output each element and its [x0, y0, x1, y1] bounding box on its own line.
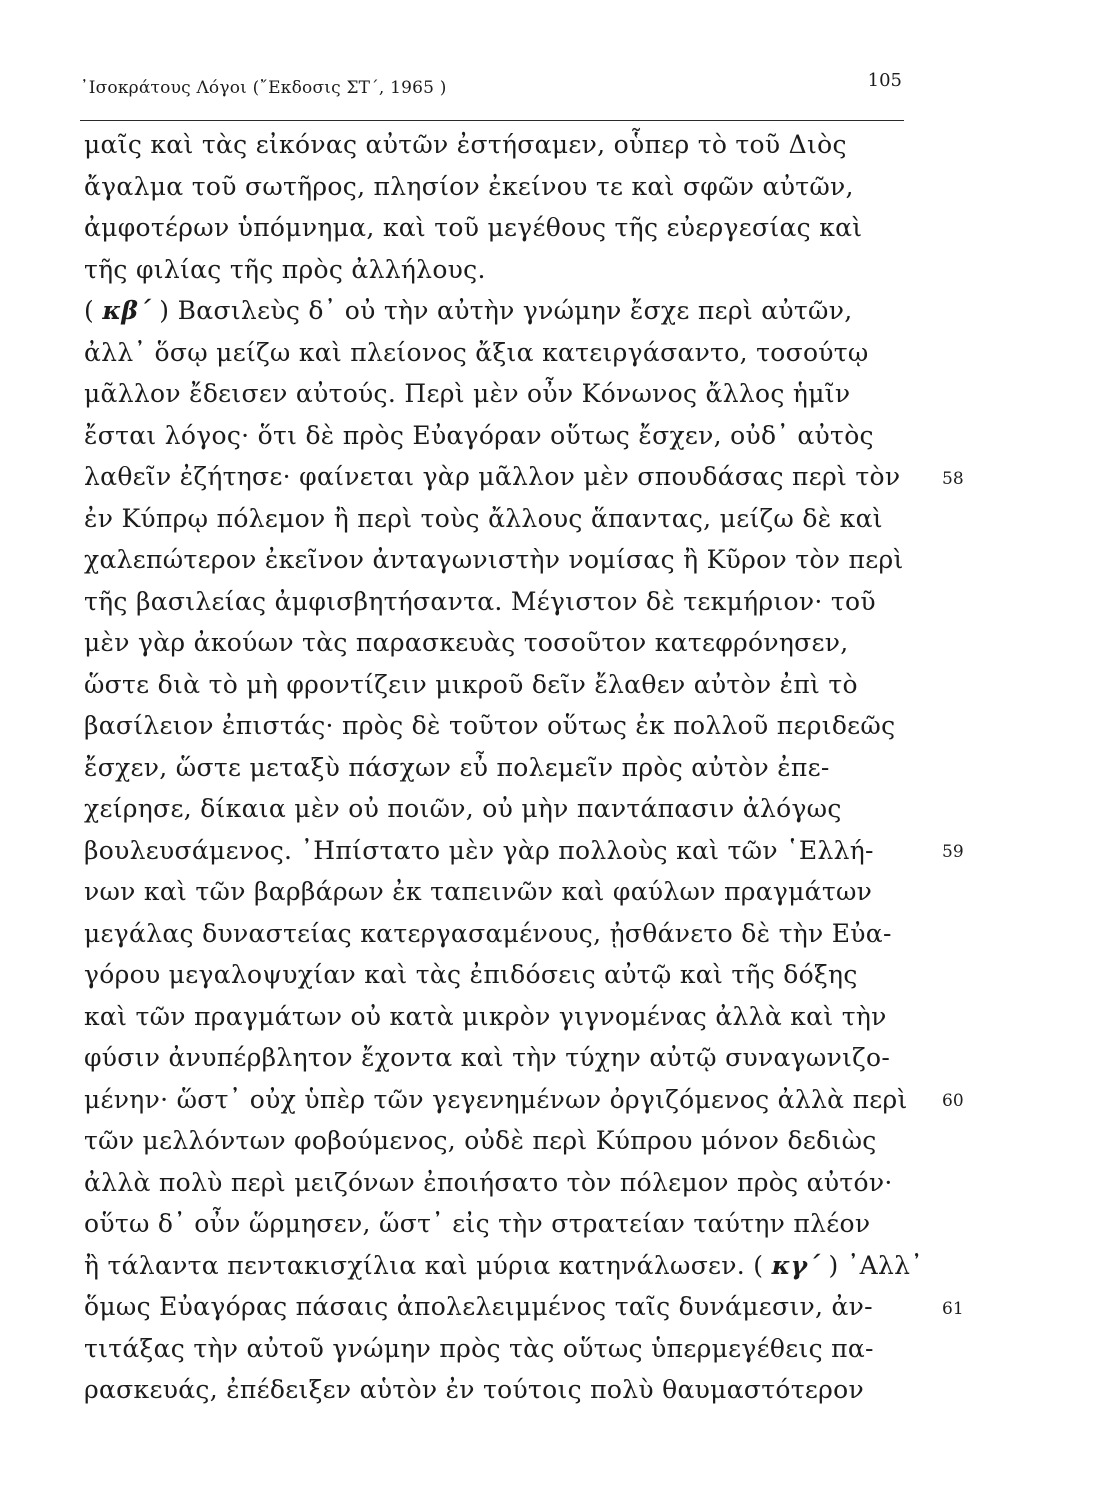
text-line: χείρησε, δίκαια μὲν οὐ ποιῶν, οὐ μὴν παντάπασιν ἀλόγως	[84, 794, 842, 823]
text-line: τιτάξας τὴν αὐτοῦ γνώμην πρὸς τὰς οὕτως ὑπερμεγέθεις πα-	[84, 1333, 874, 1363]
margin-number: 61	[942, 1298, 964, 1319]
text-line: ἔσται λόγος· ὅτι δὲ πρὸς Εὐαγόραν οὕτως ἔσχεν, οὐδ᾿ αὐτὸς	[84, 420, 874, 450]
text-line: λαθεῖν ἐζήτησε· φαίνεται γὰρ μᾶλλον μὲν σπουδάσας περὶ τὸν	[84, 462, 901, 491]
section-marker: κγ΄	[771, 1250, 821, 1280]
text-line: οὕτω δ᾿ οὖν ὥρμησεν, ὥστ᾿ εἰς τὴν στρατείαν ταύτην πλέον	[84, 1209, 871, 1238]
page-number: 105	[867, 70, 902, 91]
margin-number: 58	[942, 468, 964, 489]
body-text	[84, 124, 944, 1411]
text-line: ἐν Κύπρῳ πόλεμον ἢ περὶ τοὺς ἄλλους ἅπαντας, μείζω δὲ καὶ	[84, 503, 883, 533]
text-line: χαλεπώτερον ἐκεῖνον ἀνταγωνιστὴν νομίσας ἢ Κῦρον τὸν περὶ	[84, 545, 904, 574]
running-title: ᾿Ισοκράτους Λόγοι (῎Εκδοσις ΣΤ΄, 1965 )	[80, 78, 447, 98]
section-marker: κβ΄	[102, 296, 152, 325]
text-line: γόρου μεγαλοψυχίαν καὶ τὰς ἐπιδόσεις αὐτῷ καὶ τῆς δόξης	[84, 960, 858, 989]
text-line: ἀλλ᾿ ὅσῳ μείζω καὶ πλείονος ἄξια κατειργάσαντο, τοσούτῳ	[84, 337, 869, 367]
text-line: ἀμφοτέρων ὑπόμνημα, καὶ τοῦ μεγέθους τῆς εὐεργεσίας καὶ	[84, 213, 863, 242]
text-line: βασίλειον ἐπιστάς· πρὸς δὲ τοῦτον οὕτως ἐκ πολλοῦ περιδεῶς	[84, 711, 896, 740]
text-line: ἀλλὰ πολὺ περὶ μειζόνων ἐποιήσατο τὸν πόλεμον πρὸς αὐτόν·	[84, 1167, 893, 1197]
text-line: φύσιν ἀνυπέρβλητον ἔχοντα καὶ τὴν τύχην αὐτῷ συναγωνιζο-	[84, 1043, 891, 1072]
text-line: καὶ τῶν πραγμάτων οὐ κατὰ μικρὸν γιγνομένας ἀλλὰ καὶ τὴν	[84, 1001, 887, 1031]
text-line: ἔσχεν, ὥστε μεταξὺ πάσχων εὖ πολεμεῖν πρὸς αὐτὸν ἐπε-	[84, 752, 830, 782]
text-line: τῆς φιλίας τῆς πρὸς ἀλλήλους.	[84, 254, 486, 284]
text-line: μεγάλας δυναστείας κατεργασαμένους, ᾐσθάνετο δὲ τὴν Εὐα-	[84, 918, 892, 948]
text-line: μᾶλλον ἔδεισεν αὐτούς. Περὶ μὲν οὖν Κόνωνος ἄλλος ἡμῖν	[84, 379, 851, 408]
text-line: ὥστε διὰ τὸ μὴ φροντίζειν μικροῦ δεῖν ἔλαθεν αὐτὸν ἐπὶ τὸ	[84, 669, 858, 699]
text-line: μὲν γὰρ ἀκούων τὰς παρασκευὰς τοσοῦτον κατεφρόνησεν,	[84, 628, 849, 657]
text-line: μαῖς καὶ τὰς εἰκόνας αὐτῶν ἐστήσαμεν, οὗπερ τὸ τοῦ Διὸς	[84, 130, 847, 159]
text-line: τῶν μελλόντων φοβούμενος, οὐδὲ περὶ Κύπρου μόνον δεδιὼς	[84, 1126, 877, 1155]
text-line: ἢ τάλαντα πεντακισχίλια καὶ μύρια κατηνάλωσεν. ( κγ΄ ) ᾿Αλλ᾿	[84, 1250, 924, 1280]
margin-number: 59	[942, 842, 964, 863]
text-line: βουλευσάμενος. ᾿Ηπίστατο μὲν γὰρ πολλοὺς καὶ τῶν ῾Ελλή-	[84, 835, 874, 865]
margin-number: 60	[942, 1091, 964, 1112]
text-line: νων καὶ τῶν βαρβάρων ἐκ ταπεινῶν καὶ φαύλων πραγμάτων	[84, 877, 873, 906]
text-line: ἄγαλμα τοῦ σωτῆρος, πλησίον ἐκείνου τε καὶ σφῶν αὐτῶν,	[84, 171, 854, 201]
header-rule	[80, 120, 904, 121]
running-header	[80, 68, 904, 102]
text-line: ρασκευάς, ἐπέδειξεν αὑτὸν ἐν τούτοις πολὺ θαυμαστότερον	[84, 1375, 864, 1404]
text-line: ( κβ΄ ) Βασιλεὺς δ᾿ οὐ τὴν αὐτὴν γνώμην ἔσχε περὶ αὐτῶν,	[84, 296, 853, 325]
text-line: μένην· ὥστ᾿ οὐχ ὑπὲρ τῶν γεγενημένων ὀργιζόμενος ἀλλὰ περὶ	[84, 1084, 908, 1114]
text-line: ὅμως Εὐαγόρας πάσαις ἀπολελειμμένος ταῖς δυνάμεσιν, ἀν-	[84, 1292, 873, 1321]
text-line: τῆς βασιλείας ἀμφισβητήσαντα. Μέγιστον δὲ τεκμήριον· τοῦ	[84, 586, 876, 616]
